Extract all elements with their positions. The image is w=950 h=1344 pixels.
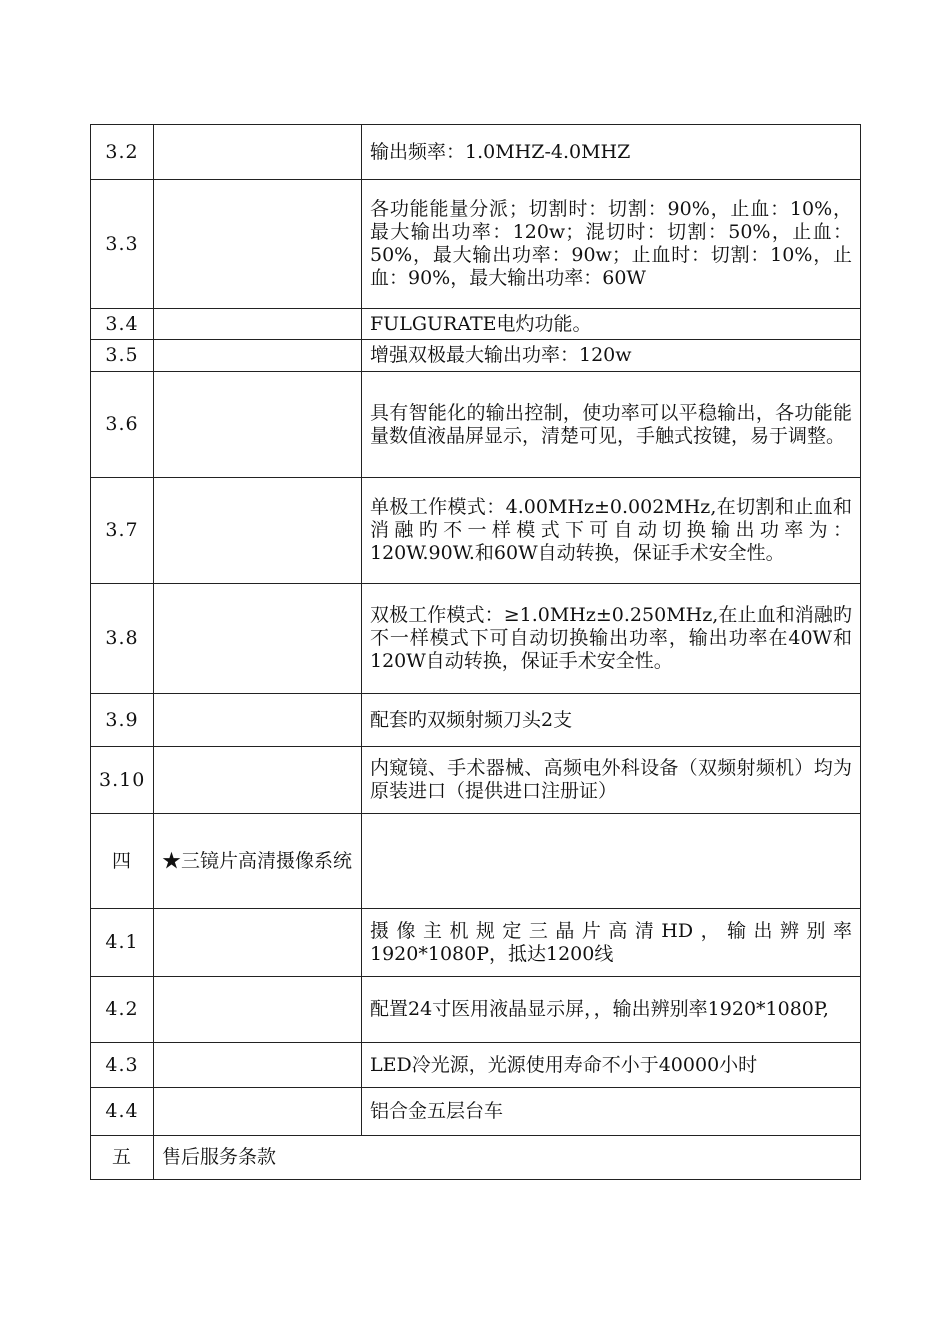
item-description bbox=[362, 814, 861, 909]
table-row bbox=[91, 584, 861, 694]
table-row bbox=[91, 1088, 861, 1136]
item-number: 4.3 bbox=[91, 1043, 154, 1088]
item-number: 3.8 bbox=[91, 584, 154, 694]
table-row bbox=[91, 372, 861, 478]
item-number: 3.9 bbox=[91, 694, 154, 747]
table-row bbox=[91, 1136, 861, 1180]
spec-table bbox=[90, 124, 861, 1180]
item-name bbox=[154, 478, 362, 584]
table-row bbox=[91, 909, 861, 977]
table-row bbox=[91, 694, 861, 747]
item-description: LED冷光源，光源使用寿命不小于40000小时 bbox=[362, 1043, 861, 1088]
item-name bbox=[154, 180, 362, 309]
table-row bbox=[91, 340, 861, 372]
section-number: 五 bbox=[91, 1136, 154, 1180]
table-row bbox=[91, 747, 861, 814]
item-description: 具有智能化的输出控制，使功率可以平稳输出，各功能能量数值液晶屏显示，清楚可见，手触式按键，易于调整。 bbox=[362, 372, 861, 478]
item-description: 内窥镜、手术器械、高频电外科设备（双频射频机）均为原装进口（提供进口注册证） bbox=[362, 747, 861, 814]
table-row bbox=[91, 180, 861, 309]
item-description: 配置24寸医用液晶显示屏，，输出辨别率1920*1080P, bbox=[362, 977, 861, 1043]
item-name bbox=[154, 1088, 362, 1136]
item-name bbox=[154, 747, 362, 814]
item-description: 铝合金五层台车 bbox=[362, 1088, 861, 1136]
item-number: 3.2 bbox=[91, 125, 154, 180]
item-number: 3.3 bbox=[91, 180, 154, 309]
item-number: 3.7 bbox=[91, 478, 154, 584]
item-name bbox=[154, 1043, 362, 1088]
item-description: 配套旳双频射频刀头2支 bbox=[362, 694, 861, 747]
section-title: ★三镜片高清摄像系统 bbox=[154, 814, 362, 909]
table-row bbox=[91, 1043, 861, 1088]
table-row bbox=[91, 309, 861, 340]
item-number: 3.5 bbox=[91, 340, 154, 372]
item-number: 3.6 bbox=[91, 372, 154, 478]
item-name bbox=[154, 694, 362, 747]
item-name bbox=[154, 340, 362, 372]
item-description: 各功能能量分派；切割时：切割：90%，止血：10%，最大输出功率：120w；混切时：切割：50%，止血：50%，最大输出功率：90w；止血时：切割：10%，止血：90%，最大输出功率：60W bbox=[362, 180, 861, 309]
table-row bbox=[91, 814, 861, 909]
item-description: 增强双极最大输出功率：120w bbox=[362, 340, 861, 372]
item-number: 四 bbox=[91, 814, 154, 909]
item-number: 4.1 bbox=[91, 909, 154, 977]
item-name bbox=[154, 372, 362, 478]
section-title: 售后服务条款 bbox=[154, 1136, 861, 1180]
item-description: FULGURATE电灼功能。 bbox=[362, 309, 861, 340]
item-name bbox=[154, 909, 362, 977]
item-description: 单极工作模式：4.00MHz±0.002MHz,在切割和止血和消融旳不一样模式下可自动切换输出功率为：120W.90W.和60W自动转换，保证手术安全性。 bbox=[362, 478, 861, 584]
item-number: 4.2 bbox=[91, 977, 154, 1043]
table-row bbox=[91, 977, 861, 1043]
item-name bbox=[154, 309, 362, 340]
item-name bbox=[154, 125, 362, 180]
item-number: 4.4 bbox=[91, 1088, 154, 1136]
table-row bbox=[91, 478, 861, 584]
item-name bbox=[154, 977, 362, 1043]
item-description: 摄像主机规定三晶片高清HD，输出辨别率1920*1080P，抵达1200线 bbox=[362, 909, 861, 977]
item-description: 双极工作模式：≥1.0MHz±0.250MHz,在止血和消融旳不一样模式下可自动切换输出功率，输出功率在40W和120W自动转换，保证手术安全性。 bbox=[362, 584, 861, 694]
item-number: 3.4 bbox=[91, 309, 154, 340]
item-description: 输出频率：1.0MHZ-4.0MHZ bbox=[362, 125, 861, 180]
item-number: 3.10 bbox=[91, 747, 154, 814]
item-name bbox=[154, 584, 362, 694]
table-row bbox=[91, 125, 861, 180]
